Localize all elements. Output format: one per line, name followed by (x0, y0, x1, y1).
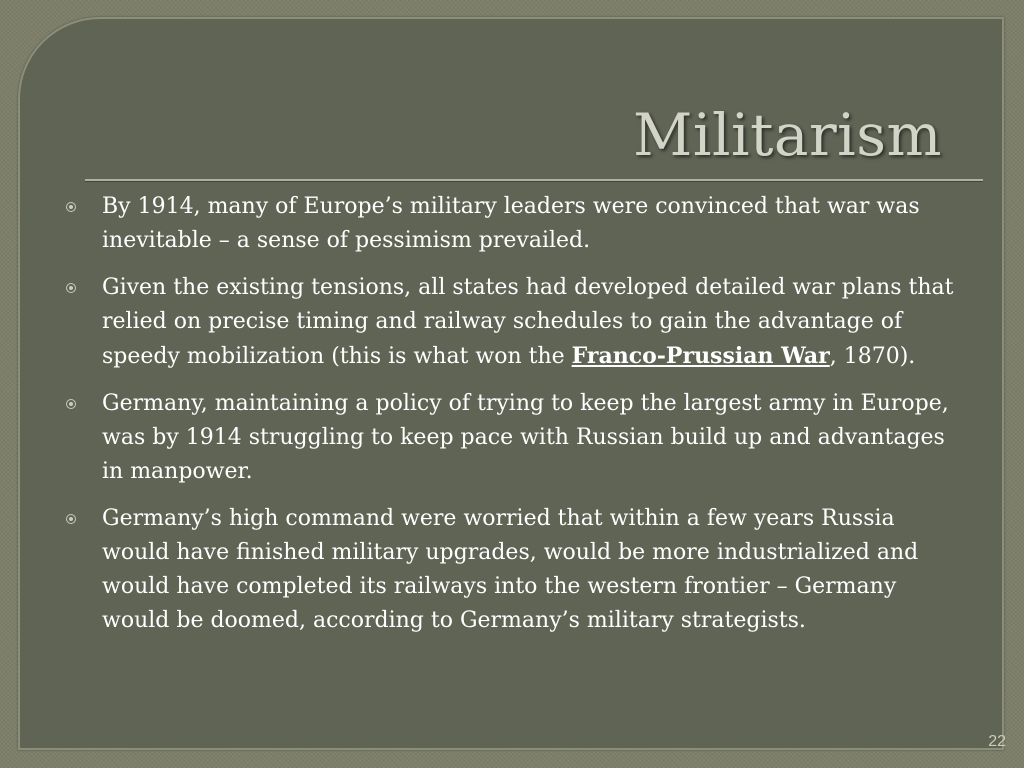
slide-title: Militarism (633, 101, 942, 169)
bullet-text: Germany’s high command were worried that within a few years Russia would have finished military upgrades, would be more industrialized and would have completed its railways into the western frontier – Germany would be doomed, according to Germany’s military strategists. (102, 506, 919, 633)
bullet-item (62, 502, 962, 638)
bullet-item (62, 271, 962, 374)
bullet-item (62, 387, 962, 489)
bullet-text: , 1870). (829, 344, 916, 369)
circled-dot-icon (66, 202, 76, 212)
bullet-text: By 1914, many of Europe’s military leaders were convinced that war was inevitable – a sense of pessimism prevailed. (102, 194, 920, 253)
circled-dot-icon (66, 514, 76, 524)
bullet-item (62, 190, 962, 258)
bullet-text: Given the existing tensions, all states had developed detailed war plans that relied on precise timing and railway schedules to gain the advantage of speedy mobilization (this is what won the (102, 275, 954, 369)
page-number: 22 (988, 733, 1006, 750)
bullet-list (62, 190, 962, 651)
circled-dot-icon (66, 399, 76, 409)
title-divider (85, 179, 983, 182)
franco-prussian-war-link[interactable]: Franco-Prussian War (571, 343, 830, 369)
circled-dot-icon (66, 283, 76, 293)
bullet-text: Germany, maintaining a policy of trying to keep the largest army in Europe, was by 1914 struggling to keep pace with Russian build up and advantages in manpower. (102, 391, 949, 484)
